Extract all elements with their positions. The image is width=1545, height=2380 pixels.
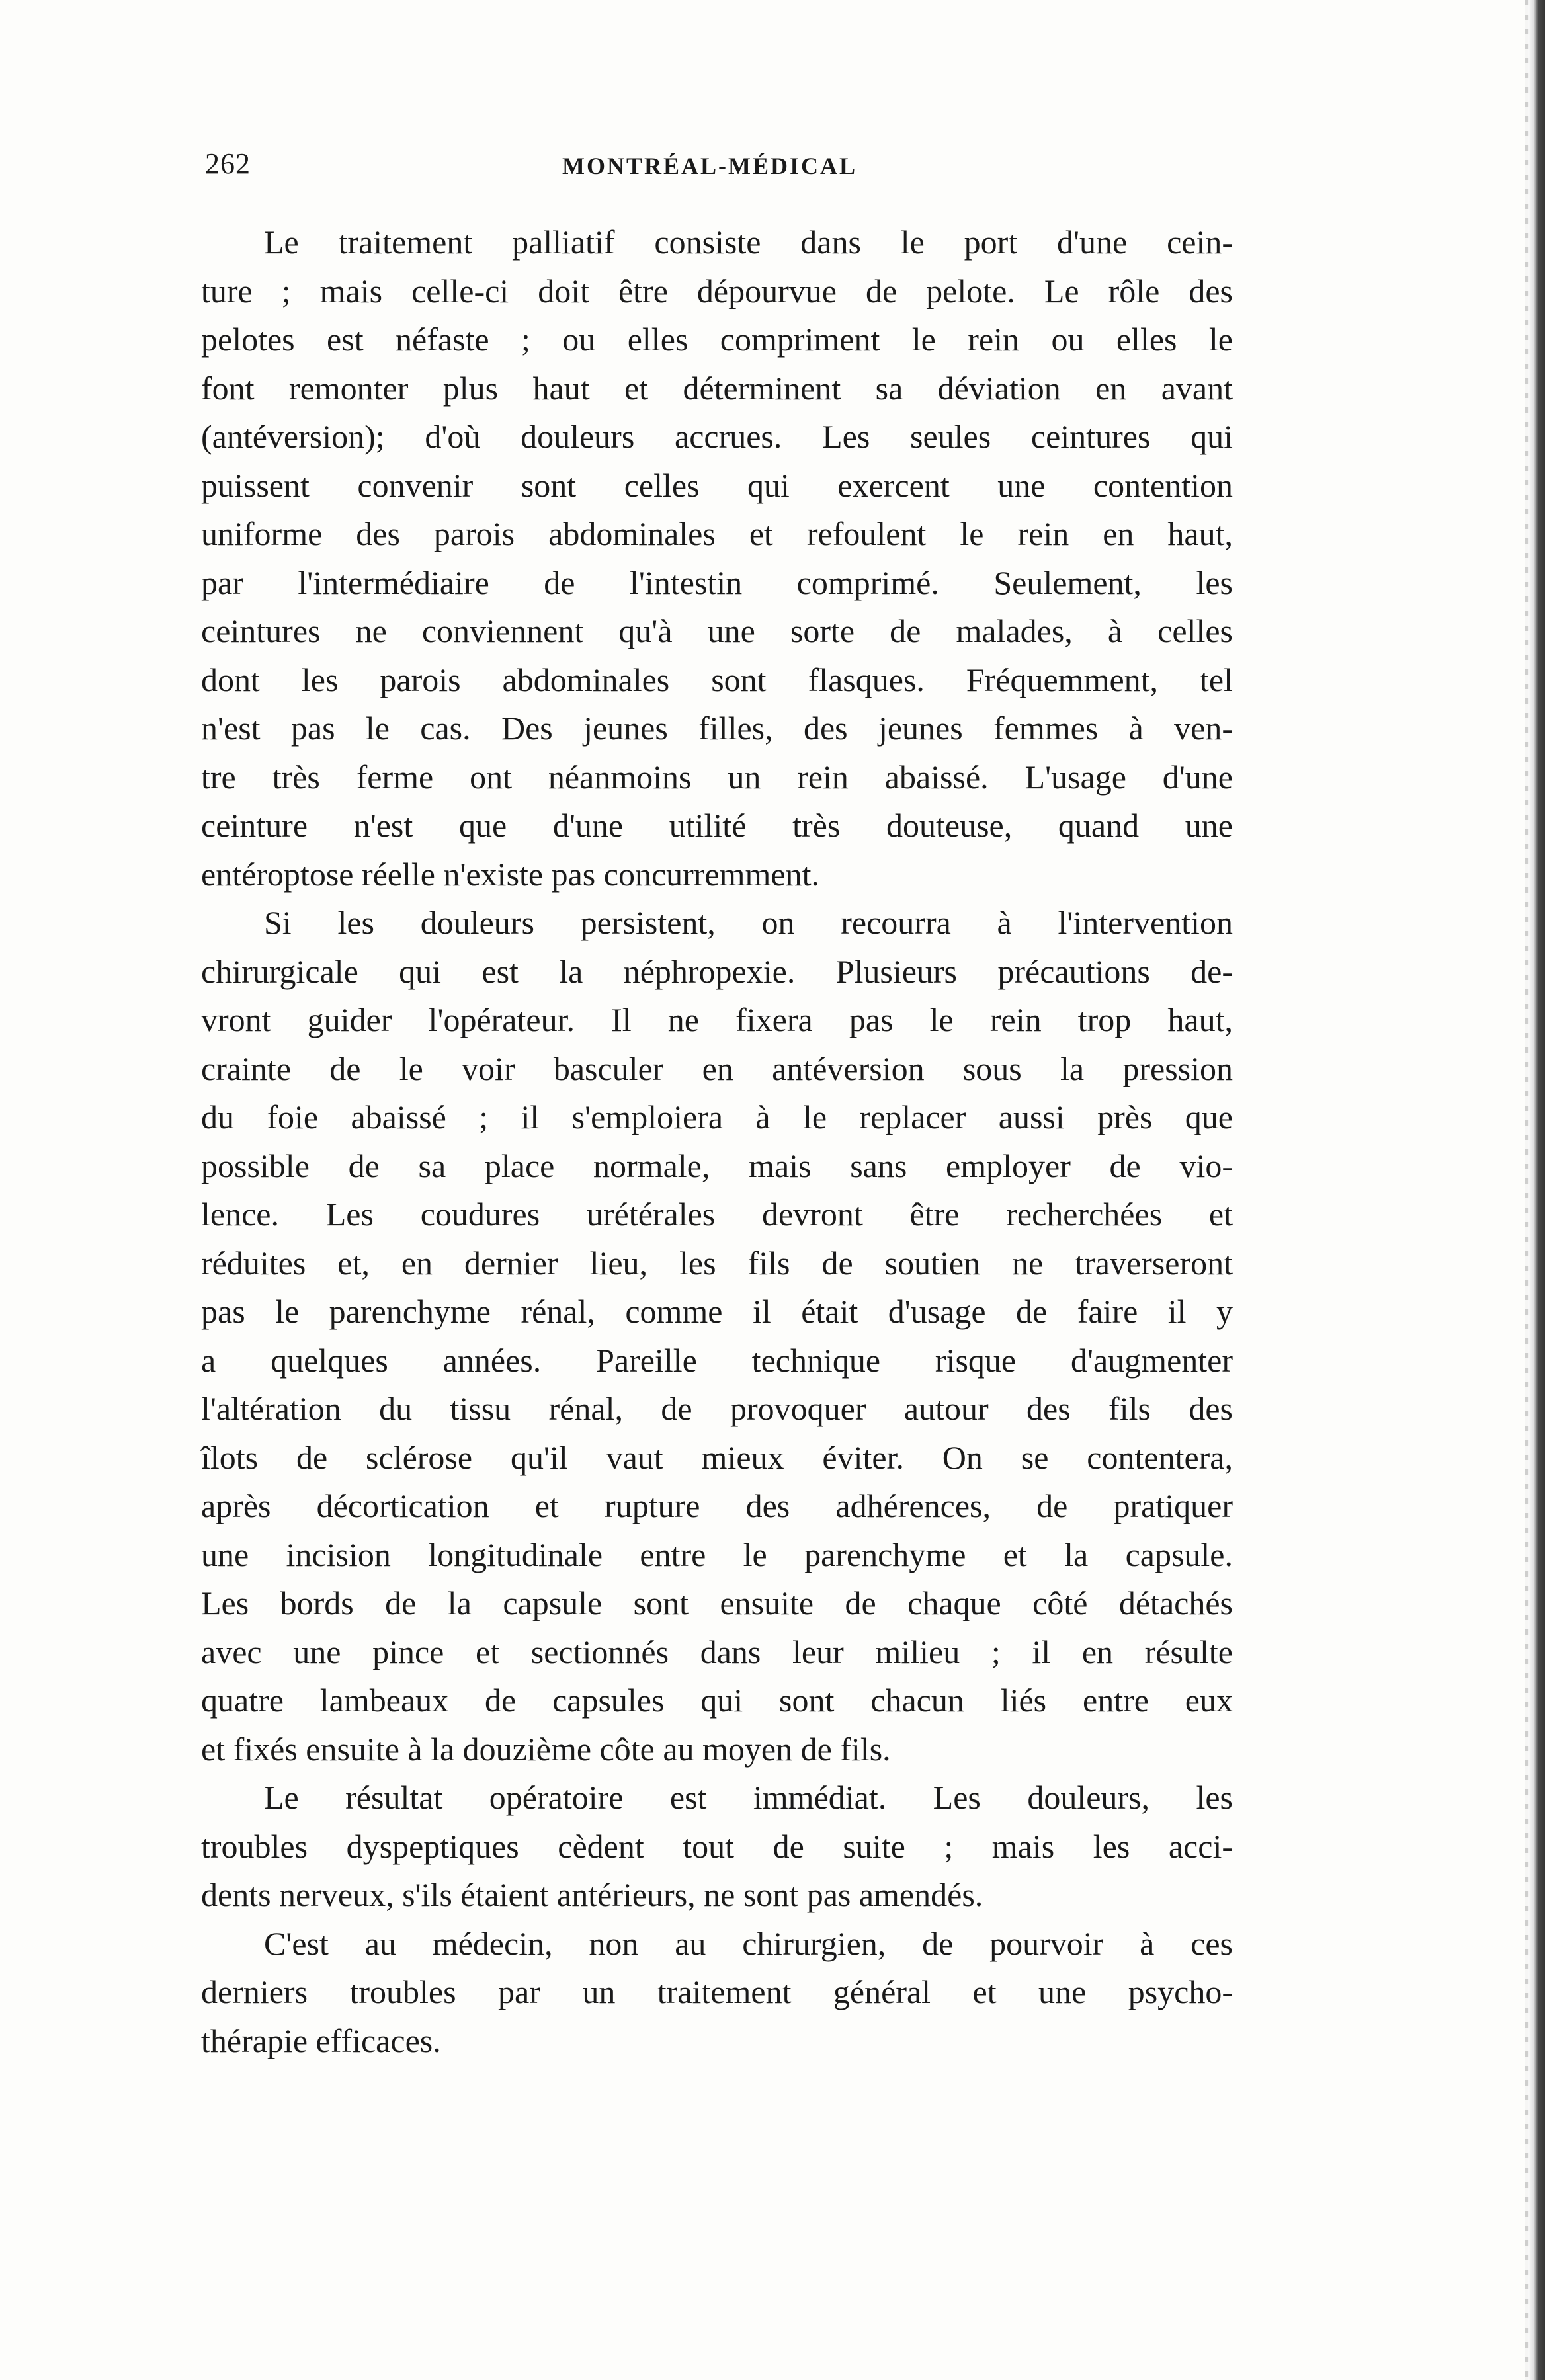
paragraph-line: pas le parenchyme rénal, comme il était d'usage de faire il y: [201, 1293, 1233, 1330]
paragraph-line: puissent convenir sont celles qui exercent une contention: [201, 466, 1233, 504]
paragraph-line: tre très ferme ont néanmoins un rein abaissé. L'usage d'une: [201, 758, 1233, 796]
paragraph-line: thérapie efficaces.: [201, 2022, 441, 2059]
paragraph-line: Si les douleurs persistent, on recourra à l'intervention: [264, 904, 1233, 941]
page-number: 262: [205, 147, 251, 180]
paragraph-line: derniers troubles par un traitement général et une psycho-: [201, 1973, 1233, 2010]
paragraph-line: et fixés ensuite à la douzième côte au moyen de fils.: [201, 1730, 891, 1768]
paragraph-line: chirurgicale qui est la néphropexie. Plusieurs précautions de-: [201, 952, 1233, 990]
paragraph-line: dents nerveux, s'ils étaient antérieurs, ne sont pas amendés.: [201, 1876, 983, 1913]
paragraph-line: réduites et, en dernier lieu, les fils de soutien ne traverseront: [201, 1244, 1233, 1282]
paragraph-line: l'altération du tissu rénal, de provoquer autour des fils des: [201, 1390, 1233, 1427]
paragraph-line: quatre lambeaux de capsules qui sont chacun liés entre eux: [201, 1682, 1233, 1719]
paragraph-line: après décortication et rupture des adhérences, de pratiquer: [201, 1487, 1233, 1524]
paragraph-line: dont les parois abdominales sont flasques. Fréquemment, tel: [201, 661, 1233, 698]
paragraph-line: crainte de le voir basculer en antéversion sous la pression: [201, 1049, 1233, 1087]
paragraph-line: ceintures ne conviennent qu'à une sorte de malades, à celles: [201, 612, 1233, 649]
scan-edge: [1528, 0, 1545, 2380]
paragraph-line: C'est au médecin, non au chirurgien, de pourvoir à ces: [264, 1924, 1233, 1962]
paragraph-line: font remonter plus haut et déterminent sa déviation en avant: [201, 369, 1233, 407]
paragraph-line: par l'intermédiaire de l'intestin comprimé. Seulement, les: [201, 563, 1233, 601]
paragraph-line: n'est pas le cas. Des jeunes filles, des jeunes femmes à ven-: [201, 710, 1233, 747]
paragraph-line: possible de sa place normale, mais sans employer de vio-: [201, 1147, 1233, 1184]
paragraph-line: entéroptose réelle n'existe pas concurremment.: [201, 855, 820, 893]
paragraph-line: une incision longitudinale entre le parenchyme et la capsule.: [201, 1536, 1233, 1573]
running-head: [205, 147, 1237, 186]
paragraph-line: lence. Les coudures urétérales devront être recherchées et: [201, 1196, 1233, 1233]
paragraph-line: Le résultat opératoire est immédiat. Les douleurs, les: [264, 1779, 1233, 1816]
paragraph-line: Les bords de la capsule sont ensuite de chaque côté détachés: [201, 1584, 1233, 1621]
paragraph-line: a quelques années. Pareille technique risque d'augmenter: [201, 1341, 1233, 1379]
paragraph-line: Le traitement palliatif consiste dans le port d'une cein-: [264, 224, 1233, 261]
paragraph-line: pelotes est néfaste ; ou elles compriment le rein ou elles le: [201, 321, 1233, 358]
paragraph-line: du foie abaissé ; il s'emploiera à le replacer aussi près que: [201, 1098, 1233, 1135]
paragraph-line: troubles dyspeptiques cèdent tout de suite ; mais les acci-: [201, 1827, 1233, 1865]
paragraph-line: vront guider l'opérateur. Il ne fixera pas le rein trop haut,: [201, 1001, 1233, 1038]
paragraph-line: (antéversion); d'où douleurs accrues. Les seules ceintures qui: [201, 418, 1233, 455]
paragraph-line: îlots de sclérose qu'il vaut mieux éviter. On se contentera,: [201, 1438, 1233, 1476]
paragraph-line: ture ; mais celle-ci doit être dépourvue de pelote. Le rôle des: [201, 272, 1233, 309]
paragraph-line: avec une pince et sectionnés dans leur milieu ; il en résulte: [201, 1633, 1233, 1670]
paragraph-line: uniforme des parois abdominales et refoulent le rein en haut,: [201, 515, 1233, 552]
body-text: [201, 218, 1233, 2065]
running-title: MONTRÉAL-MÉDICAL: [562, 153, 858, 179]
paragraph-line: ceinture n'est que d'une utilité très douteuse, quand une: [201, 807, 1233, 844]
